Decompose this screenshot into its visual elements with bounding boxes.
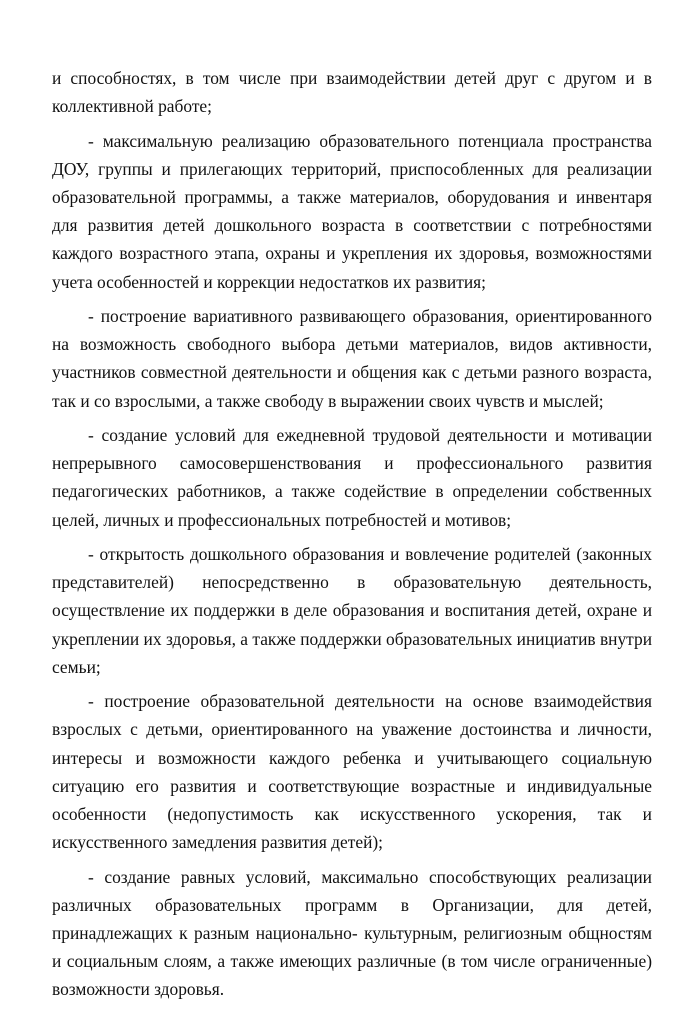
paragraph-list-item: - открытость дошкольного образования и вовлечение родителей (законных представителей) непосредственно в образовательную деятельность, осуществление их поддержки в деле образования и воспитания детей, охране и укреплении их здоровья, а также поддержки образовательных инициатив внутри семьи; [52,544,652,677]
paragraph-list-item: - построение вариативного развивающего образования, ориентированного на возможность свободного выбора детьми материалов, видов активности, участников совместной деятельности и общения как с детьми разного возраста, так и со взрослыми, а также свободу в выражении своих чувств и мыслей; [52,306,652,411]
paragraph-list-item: - построение образовательной деятельности на основе взаимодействия взрослых с детьми, ориентированного на уважение достоинства и личности, интересы и возможности каждого ребенка и учитывающего социальную ситуацию его развития и соответствующие возрастные и индивидуальные особенности (недопустимость как искусственного ускорения, так и искусственного замедления развития детей); [52,691,652,853]
paragraph-continuation: и способностях, в том числе при взаимодействии детей друг с другом и в коллективной работе; [52,68,652,117]
paragraph-list-item: - максимальную реализацию образовательного потенциала пространства ДОУ, группы и прилегающих территорий, приспособленных для реализации образовательной программы, а также материалов, оборудования и инвентаря для развития детей дошкольного возраста в соответствии с потребностями каждого возрастного этапа, охраны и укрепления их здоровья, возможностями учета особенностей и коррекции недостатков их развития; [52,130,652,292]
paragraph-list-item: - создание равных условий, максимально способствующих реализации различных образовательных программ в Организации, для детей, принадлежащих к разным национально- культурным, религиозным общностям и социальным слоям, а также имеющих различные (в том числе ограниченные) возможности здоровья. [52,866,652,1000]
document-body [52,64,652,1010]
paragraph-list-item: - создание условий для ежедневной трудовой деятельности и мотивации непрерывного самосовершенствования и профессионального развития педагогических работников, а также содействие в определении собственных целей, личных и профессиональных потребностей и мотивов; [52,425,652,530]
